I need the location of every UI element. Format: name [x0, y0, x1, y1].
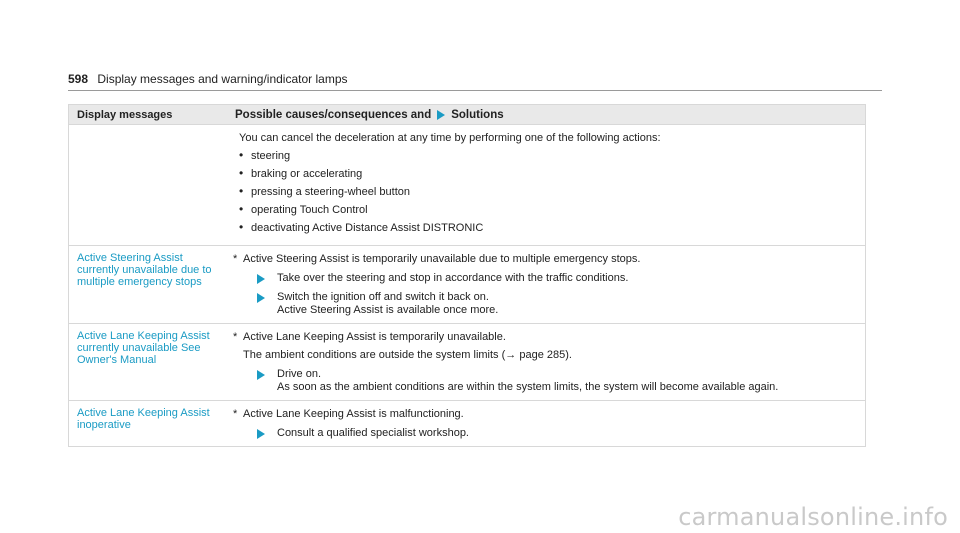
step-result: Active Steering Assist is available once more.	[277, 304, 499, 316]
page-title: Display messages and warning/indicator lamps	[97, 72, 348, 86]
col-display-messages: Display messages	[77, 108, 173, 121]
step-text: Drive on.	[277, 368, 322, 380]
cause-cell: * Active Steering Assist is temporarily unavailable due to multiple emergency stops. Take over the steering and stop in accordance with the traffic conditions. Switch the ignition off and switch it back on. Active Steering Assist is available once more.	[227, 246, 865, 323]
col-causes	[227, 108, 865, 122]
table-row	[69, 124, 865, 245]
list-item: • steering	[239, 149, 859, 163]
message-cell	[69, 125, 227, 245]
col-solutions-label: Solutions	[451, 108, 504, 121]
messages-table	[68, 104, 866, 447]
note-text: The ambient conditions are outside the system limits (→ page 285).	[243, 349, 572, 361]
list-item: • operating Touch Control	[239, 203, 859, 217]
cause-cell	[227, 125, 865, 245]
page-number: 598	[68, 72, 89, 86]
table-row	[69, 323, 865, 400]
step-text: Switch the ignition off and switch it back on.	[277, 291, 489, 303]
list-item: • pressing a steering-wheel button	[239, 185, 859, 199]
row-intro: You can cancel the deceleration at any time by performing one of the following actions:	[239, 132, 661, 144]
step-arrow-icon	[257, 274, 265, 284]
table-header	[69, 105, 865, 124]
message-cell: Active Steering Assist currently unavailable due to multiple emergency stops	[77, 252, 212, 288]
list-item: • braking or accelerating	[239, 167, 859, 181]
step-arrow-icon	[257, 429, 265, 439]
cause-text: Active Steering Assist is temporarily unavailable due to multiple emergency stops.	[243, 253, 641, 265]
solution-step	[249, 291, 859, 317]
solution-step	[249, 272, 859, 285]
watermark: carmanualsonline.info	[678, 503, 948, 531]
table-row	[69, 245, 865, 323]
message-cell: Active Lane Keeping Assist currently unavailable See Owner's Manual	[77, 330, 210, 366]
page-header	[68, 72, 882, 91]
solution-arrow-icon	[437, 110, 445, 120]
col-causes-label: Possible causes/consequences and	[235, 108, 432, 121]
action-list	[233, 149, 859, 235]
cause-text: Active Lane Keeping Assist is temporarily unavailable.	[243, 331, 506, 343]
step-text: Take over the steering and stop in accordance with the traffic conditions.	[277, 272, 629, 284]
step-arrow-icon	[257, 370, 265, 380]
table-row	[69, 400, 865, 446]
step-arrow-icon	[257, 293, 265, 303]
message-cell: Active Lane Keeping Assist inoperative	[77, 407, 210, 431]
step-text: Consult a qualified specialist workshop.	[277, 427, 469, 439]
cause-text: Active Lane Keeping Assist is malfunctioning.	[243, 408, 464, 420]
list-item: • deactivating Active Distance Assist DISTRONIC	[239, 221, 859, 235]
cause-cell: * Active Lane Keeping Assist is temporarily unavailable. The ambient conditions are outside the system limits (→ page 285). Drive on. As soon as the ambient conditions are within the system limits, the system will become available again.	[227, 324, 865, 400]
step-result: As soon as the ambient conditions are within the system limits, the system will become available again.	[277, 381, 779, 393]
solution-step	[249, 427, 859, 440]
cause-cell: * Active Lane Keeping Assist is malfunctioning. Consult a qualified specialist workshop.	[227, 401, 865, 446]
solution-step	[249, 368, 859, 394]
